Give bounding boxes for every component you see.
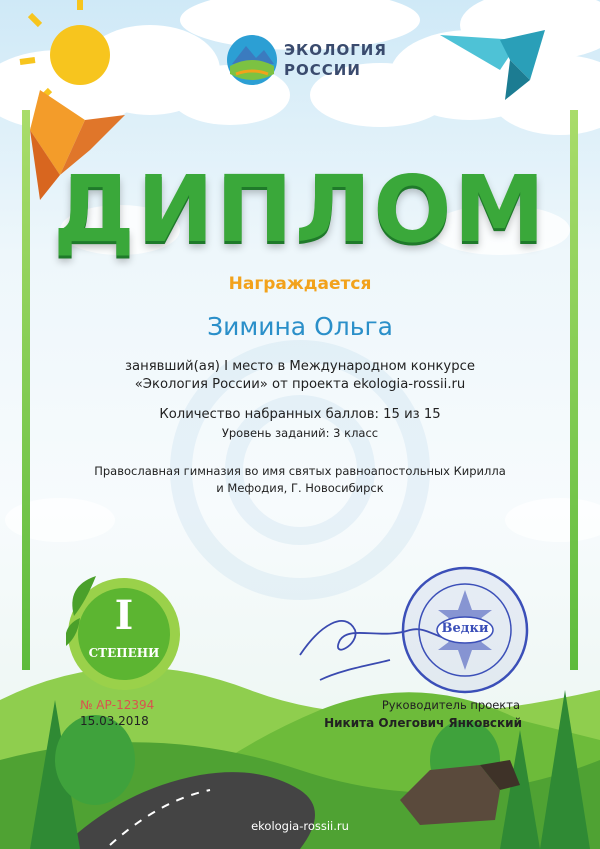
recipient-name: Зимина Ольга [207, 312, 393, 341]
issue-date: 15.03.2018 [80, 714, 149, 728]
ecology-logo-icon [226, 34, 278, 86]
school-text [0, 463, 600, 497]
place-text [0, 358, 600, 394]
footer-website-link[interactable]: ekologia-rossii.ru [251, 819, 349, 833]
score-text: Количество набранных баллов: 15 из 15 [159, 407, 441, 422]
logo-line-1: ЭКОЛОГИЯ [284, 41, 387, 59]
signer-name: Никита Олегович Янковский [324, 716, 522, 730]
stamp-center-text: Ведки [441, 621, 489, 636]
logo-text [284, 40, 387, 80]
medal-numeral: I [114, 592, 134, 639]
document-number: № АР-12394 [80, 698, 155, 712]
medal-label: СТЕПЕНИ [88, 646, 160, 660]
diploma-title: ДИПЛОМ [52, 156, 548, 263]
signer-role: Руководитель проекта [381, 698, 520, 712]
school-line-1: Православная гимназия во имя святых равноапостольных Кирилла [94, 464, 506, 478]
degree-medal [66, 576, 182, 692]
logo-line-2: РОССИИ [284, 61, 361, 79]
official-stamp [400, 565, 530, 695]
school-line-2: и Мефодия, Г. Новосибирск [216, 481, 384, 495]
awarded-label: Награждается [228, 274, 372, 294]
place-line-2: «Экология России» от проекта ekologia-rossii.ru [134, 377, 466, 392]
level-text: Уровень заданий: 3 класс [221, 426, 379, 440]
place-line-1: занявший(ая) I место в Международном конкурсе [125, 359, 475, 374]
